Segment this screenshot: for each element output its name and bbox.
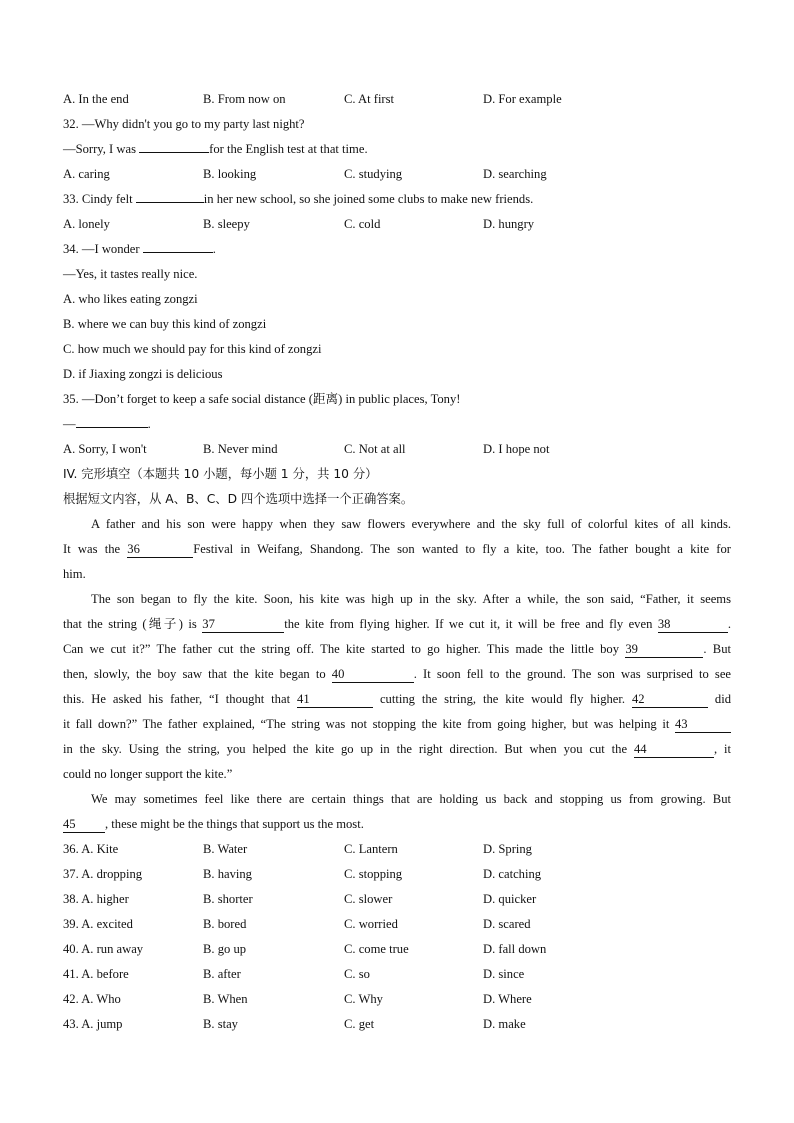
text: , it <box>713 742 731 756</box>
option-c: C. At first <box>344 92 395 106</box>
option-c: C. come true <box>344 942 409 956</box>
q34-blank <box>143 237 213 253</box>
passage-p1-line1: A father and his son were happy when they saw flowers everywhere and the sky full of colorful kites of all kinds. <box>91 517 731 531</box>
option-a: 36. A. Kite <box>63 842 119 856</box>
q31-options <box>63 87 731 112</box>
q34-post: . <box>212 242 216 256</box>
passage-p3-line2 <box>63 812 731 837</box>
text: it fall down?” The father explained, “The string was not stopping the kite from going higher, but was helping it <box>63 717 670 731</box>
option-b: B. From now on <box>203 92 286 106</box>
option-b: B. looking <box>203 167 257 181</box>
option-a: A. In the end <box>63 92 129 106</box>
q34-option-a: A. who likes eating zongzi <box>63 292 198 306</box>
answer-row-40 <box>63 937 731 962</box>
option-c: C. Why <box>344 992 383 1006</box>
option-b: B. sleepy <box>203 217 250 231</box>
text: cutting the string, the kite would fly higher. <box>379 692 626 706</box>
q33-blank <box>136 187 204 203</box>
text: It was the <box>63 542 121 556</box>
text: . It soon fell to the ground. The son was surprised to see <box>413 667 732 681</box>
q34-option-c: C. how much we should pay for this kind of zongzi <box>63 342 322 356</box>
answer-row-42 <box>63 987 731 1012</box>
q33-options <box>63 212 731 237</box>
blank-43: 43 <box>675 717 731 733</box>
option-a: A. lonely <box>63 217 110 231</box>
section-instruction: 根据短文内容，从 A、B、C、D 四个选项中选择一个正确答案。 <box>63 492 414 506</box>
q32-answer-line <box>63 137 731 162</box>
option-a: 43. A. jump <box>63 1017 123 1031</box>
passage <box>63 512 731 837</box>
blank-39: 39 <box>625 642 703 658</box>
option-c: C. stopping <box>344 867 403 881</box>
option-d: D. Where <box>483 992 532 1006</box>
blank-36: 36 <box>127 542 193 558</box>
q34-stem <box>63 237 731 262</box>
option-b: B. When <box>203 992 248 1006</box>
q35-reply-post: . <box>147 417 151 431</box>
option-b: B. having <box>203 867 252 881</box>
q34-option-b: B. where we can buy this kind of zongzi <box>63 317 267 331</box>
passage-p3-line1: We may sometimes feel like there are certain things that are holding us back and stopping us from growing. But <box>91 792 731 806</box>
option-a: 42. A. Who <box>63 992 121 1006</box>
text: . But <box>703 642 731 656</box>
answer-row-41 <box>63 962 731 987</box>
passage-p2-line5 <box>63 687 731 712</box>
text: that the string (绳子) is <box>63 617 197 631</box>
q32-options <box>63 162 731 187</box>
passage-p2-line3 <box>63 637 731 662</box>
option-a: 38. A. higher <box>63 892 129 906</box>
option-a: 40. A. run away <box>63 942 144 956</box>
option-d: D. hungry <box>483 217 535 231</box>
passage-p2-line1: The son began to fly the kite. Soon, his kite was high up in the sky. After a while, the son said, “Father, it seems <box>91 592 731 606</box>
option-a: 41. A. before <box>63 967 129 981</box>
option-a: 37. A. dropping <box>63 867 143 881</box>
text: the kite from flying higher. If we cut it, it will be free and fly even <box>284 617 653 631</box>
option-c: C. Lantern <box>344 842 398 856</box>
q33-stem <box>63 187 731 212</box>
answer-row-43 <box>63 1012 731 1037</box>
option-d: D. catching <box>483 867 542 881</box>
q32-blank <box>139 137 209 153</box>
option-c: C. cold <box>344 217 381 231</box>
q34-reply: —Yes, it tastes really nice. <box>63 267 198 281</box>
option-b: B. bored <box>203 917 247 931</box>
blank-38: 38 <box>658 617 728 633</box>
option-d: D. quicker <box>483 892 537 906</box>
option-d: D. scared <box>483 917 531 931</box>
option-c: C. Not at all <box>344 442 406 456</box>
option-b: B. Never mind <box>203 442 278 456</box>
option-d: D. fall down <box>483 942 547 956</box>
option-d: D. make <box>483 1017 526 1031</box>
blank-44: 44 <box>634 742 714 758</box>
q35-stem: 35. —Don’t forget to keep a safe social distance (距离) in public places, Tony! <box>63 392 461 406</box>
option-b: B. go up <box>203 942 247 956</box>
answer-row-36 <box>63 837 731 862</box>
q34-option-d: D. if Jiaxing zongzi is delicious <box>63 367 223 381</box>
option-b: B. Water <box>203 842 248 856</box>
q34-pre: 34. —I wonder <box>63 242 140 256</box>
q32-post: for the English test at that time. <box>209 142 368 156</box>
option-b: B. stay <box>203 1017 238 1031</box>
option-a: A. Sorry, I won't <box>63 442 147 456</box>
option-d: D. For example <box>483 92 562 106</box>
option-d: D. I hope not <box>483 442 550 456</box>
passage-p2-line7 <box>63 737 731 762</box>
text: Can we cut it?” The father cut the string off. The kite started to go higher. This made the little boy <box>63 642 620 656</box>
passage-p2-line4 <box>63 662 731 687</box>
text: this. He asked his father, “I thought that <box>63 692 291 706</box>
section-heading: IV. 完形填空（本题共 10 小题，每小题 1 分，共 10 分） <box>63 467 378 481</box>
q32-pre: —Sorry, I was <box>63 142 136 156</box>
passage-p1-line3: him. <box>63 567 86 581</box>
option-c: C. slower <box>344 892 393 906</box>
answer-row-37 <box>63 862 731 887</box>
blank-41: 41 <box>297 692 373 708</box>
answer-row-39 <box>63 912 731 937</box>
passage-p1-line2 <box>63 537 731 562</box>
q35-reply <box>63 412 731 437</box>
option-b: B. after <box>203 967 241 981</box>
q35-reply-pre: — <box>63 417 76 431</box>
option-c: C. worried <box>344 917 398 931</box>
q33-pre: 33. Cindy felt <box>63 192 133 206</box>
passage-p2-line8: could no longer support the kite.” <box>63 767 233 781</box>
option-b: B. shorter <box>203 892 253 906</box>
text: did <box>714 692 731 706</box>
answer-row-38 <box>63 887 731 912</box>
q32-stem: 32. —Why didn't you go to my party last night? <box>63 117 305 131</box>
passage-p2-line6 <box>63 712 731 737</box>
passage-p2-line2 <box>63 612 731 637</box>
option-a: A. caring <box>63 167 110 181</box>
option-c: C. get <box>344 1017 375 1031</box>
text: in the sky. Using the string, you helped the kite go up in the right direction. But when you cut the <box>63 742 628 756</box>
option-c: C. studying <box>344 167 403 181</box>
option-d: D. searching <box>483 167 547 181</box>
blank-37: 37 <box>202 617 284 633</box>
q35-options <box>63 437 731 462</box>
blank-45: 45 <box>63 817 105 833</box>
option-a: 39. A. excited <box>63 917 133 931</box>
option-d: D. Spring <box>483 842 532 856</box>
option-c: C. so <box>344 967 370 981</box>
text: , these might be the things that support us the most. <box>105 817 364 831</box>
blank-42: 42 <box>632 692 708 708</box>
text: . <box>727 617 732 631</box>
blank-40: 40 <box>332 667 414 683</box>
text: then, slowly, the boy saw that the kite began to <box>63 667 326 681</box>
q33-post: in her new school, so she joined some clubs to make new friends. <box>203 192 534 206</box>
option-d: D. since <box>483 967 525 981</box>
q35-blank <box>76 412 148 428</box>
text: Festival in Weifang, Shandong. The son wanted to fly a kite, too. The father bought a kite for <box>193 542 731 556</box>
